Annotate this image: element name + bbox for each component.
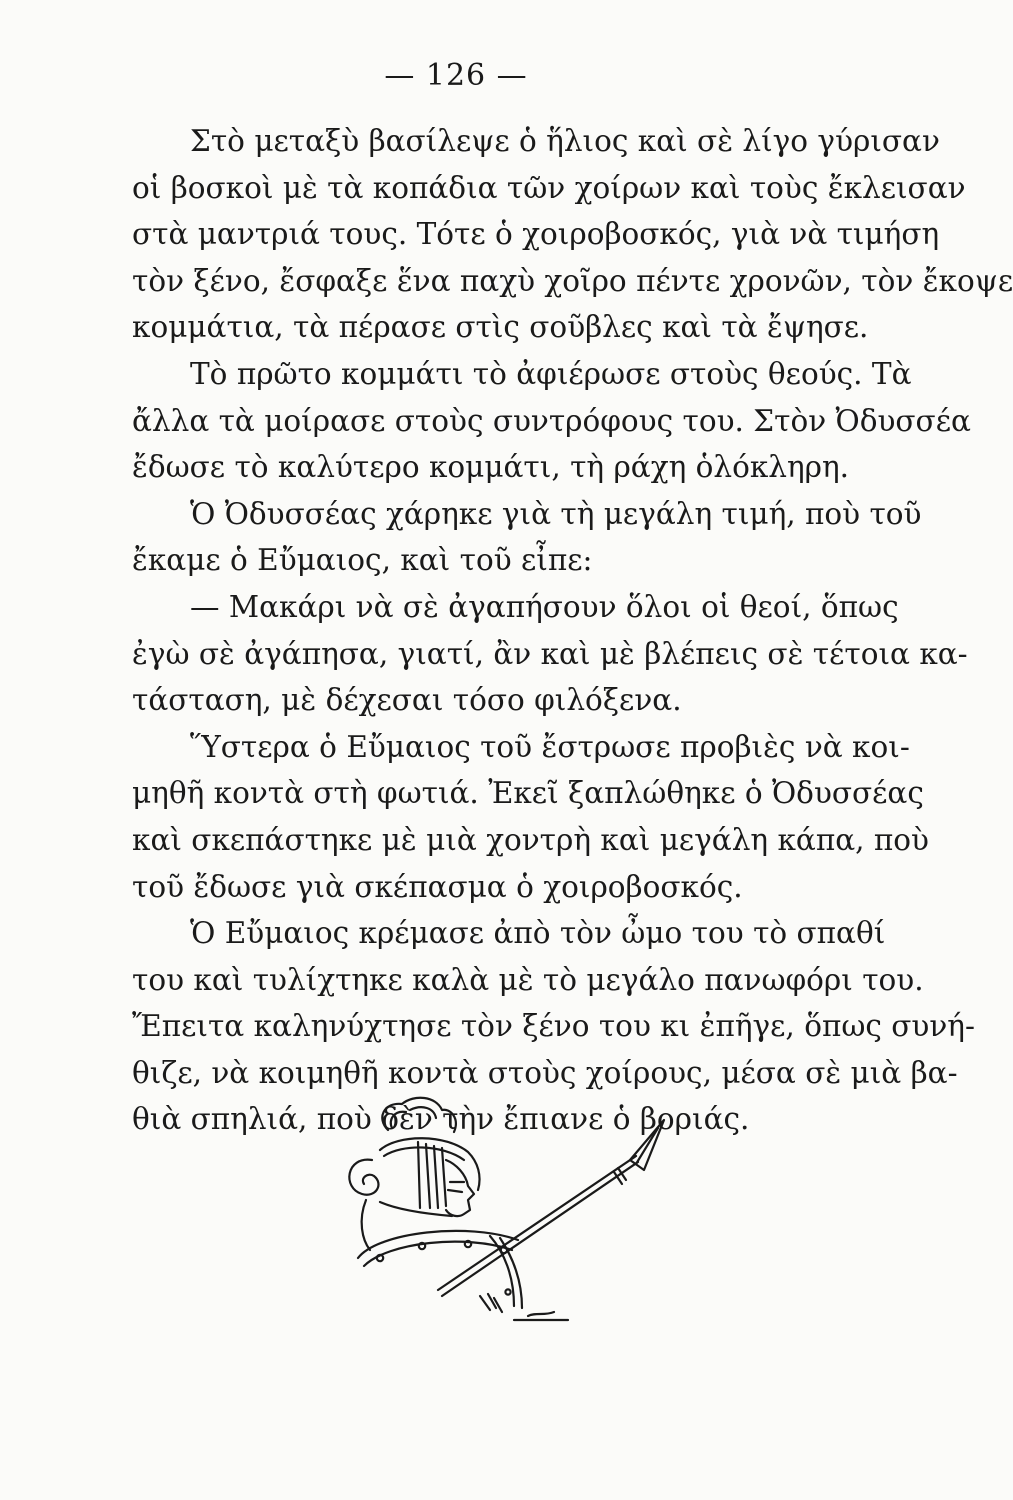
text-line: Στὸ μεταξὺ βασίλεψε ὁ ἥλιος καὶ σὲ λίγο γύρισαν [190, 124, 940, 158]
text-line: Ὕστερα ὁ Εὔμαιος τοῦ ἔστρωσε προβιὲς νὰ κοι- [190, 729, 910, 764]
text-line: θιὰ σπηλιά, ποὺ δὲν τὴν ἔπιανε ὁ βοριάς. [132, 1102, 750, 1137]
warrior-helmet-shield-spear-illustration [318, 1090, 698, 1340]
text-line: στὰ μαντριά τους. Τότε ὁ χοιροβοσκός, γιὰ νὰ τιμήση [132, 217, 940, 252]
text-line: τοῦ ἔδωσε γιὰ σκέπασμα ὁ χοιροβοσκός. [132, 869, 743, 904]
text-line: Ὁ Ὀδυσσέας χάρηκε γιὰ τὴ μεγάλη τιμή, ποὺ τοῦ [190, 496, 922, 531]
text-line: Ἔπειτα καληνύχτησε τὸν ξένο του κι ἐπῆγε, ὅπως συνή- [132, 1009, 975, 1044]
text-line: τάσταση, μὲ δέχεσαι τόσο φιλόξενα. [132, 683, 682, 718]
text-line: θιζε, νὰ κοιμηθῆ κοντὰ στοὺς χοίρους, μέσα σὲ μιὰ βα- [132, 1055, 958, 1090]
text-line: του καὶ τυλίχτηκε καλὰ μὲ τὸ μεγάλο πανωφόρι του. [132, 962, 924, 997]
text-line: ἔδωσε τὸ καλύτερο κομμάτι, τὴ ράχη ὁλόκληρη. [132, 450, 850, 485]
body-text [132, 118, 1013, 1143]
text-line: μηθῆ κοντὰ στὴ φωτιά. Ἐκεῖ ξαπλώθηκε ὁ Ὀδυσσέας [132, 776, 924, 811]
text-line: Ὁ Εὔμαιος κρέμασε ἀπὸ τὸν ὦμο του τὸ σπαθί [190, 916, 886, 951]
text-line: ἄλλα τὰ μοίρασε στοὺς συντρόφους του. Στὸν Ὀδυσσέα [132, 403, 971, 438]
text-line: τὸν ξένο, ἔσφαξε ἕνα παχὺ χοῖρο πέντε χρονῶν, τὸν ἔκοψε [132, 263, 1013, 298]
text-line: καὶ σκεπάστηκε μὲ μιὰ χοντρὴ καὶ μεγάλη κάπα, ποὺ [132, 822, 929, 857]
text-line: κομμάτια, τὰ πέρασε στὶς σοῦβλες καὶ τὰ ἔψησε. [132, 310, 869, 345]
text-line: Τὸ πρῶτο κομμάτι τὸ ἀφιέρωσε στοὺς θεούς. Τὰ [190, 356, 912, 391]
text-line: οἱ βοσκοὶ μὲ τὰ κοπάδια τῶν χοίρων καὶ τοὺς ἔκλεισαν [132, 170, 966, 205]
page-number: — 126 — [384, 58, 528, 93]
text-line: ἔκαμε ὁ Εὔμαιος, καὶ τοῦ εἶπε: [132, 543, 593, 578]
text-line: — Μακάρι νὰ σὲ ἀγαπήσουν ὅλοι οἱ θεοί, ὅπως [190, 589, 899, 624]
text-line: ἐγὼ σὲ ἀγάπησα, γιατί, ἂν καὶ μὲ βλέπεις σὲ τέτοια κα- [132, 636, 968, 671]
